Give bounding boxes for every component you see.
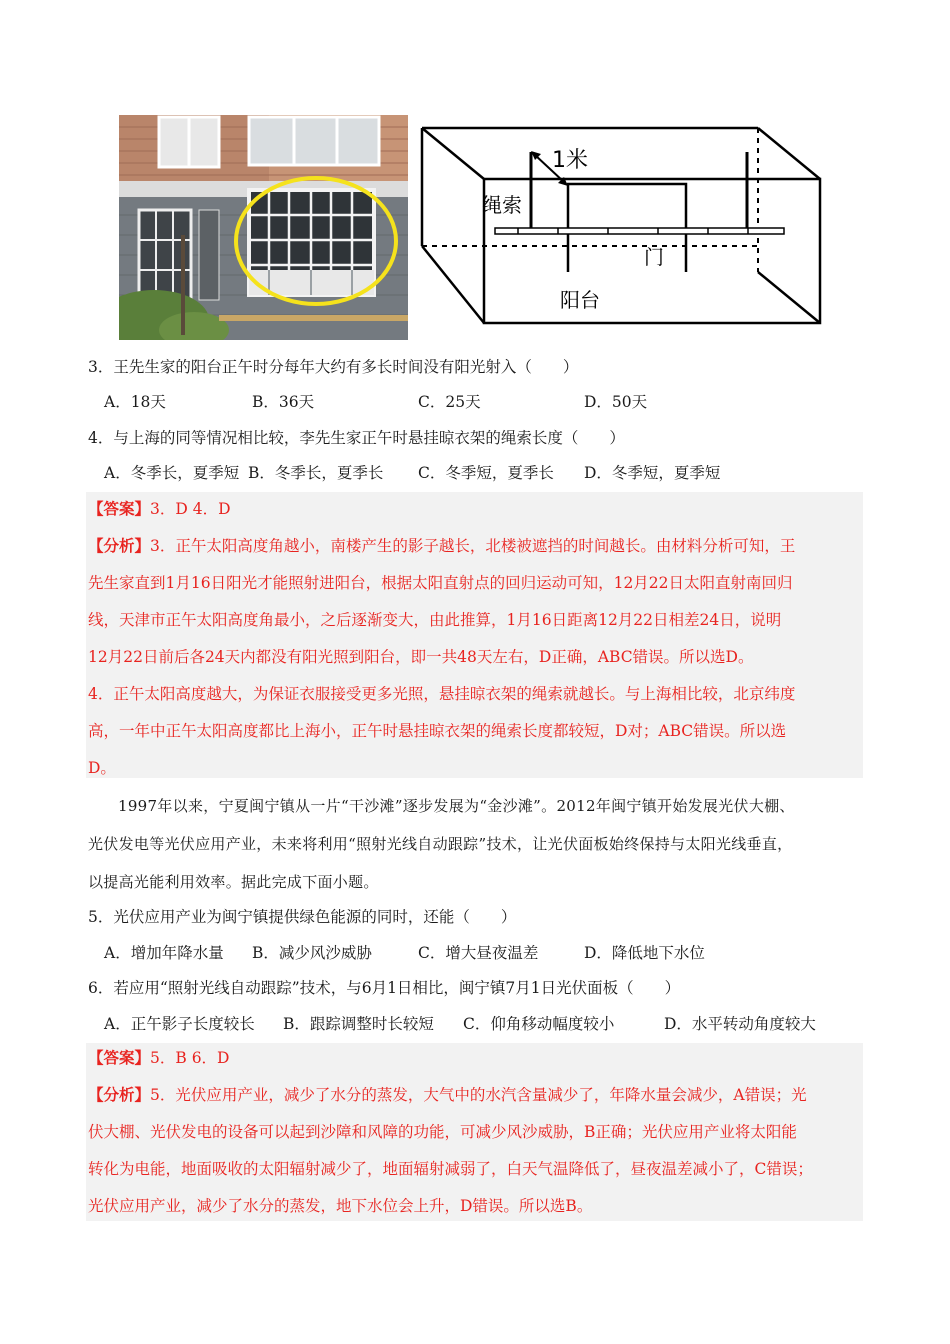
question-3-option-d[interactable]: D．50天 (584, 393, 648, 411)
question-6-option-a[interactable]: A．正午影子长度较长 (104, 1015, 255, 1033)
answer-2-line (88, 1047, 229, 1069)
analysis-1-line-5: 4．正午太阳高度越大，为保证衣服接受更多光照，悬挂晾衣架的绳索就越长。与上海相比较，北京纬度 (88, 685, 796, 703)
question-6-stem: 6．若应用“照射光线自动跟踪”技术，与6月1日相比，闽宁镇7月1日光伏面板（ ） (88, 979, 681, 997)
question-4-stem: 4．与上海的同等情况相比较，李先生家正午时悬挂晾衣架的绳索长度（ ） (88, 429, 625, 447)
question-5-option-b[interactable]: B．减少风沙威胁 (252, 944, 372, 962)
question-6-option-b[interactable]: B．跟踪调整时长较短 (283, 1015, 434, 1033)
label-balcony: 阳台 (560, 288, 600, 312)
analysis-1-line-7: D。 (88, 759, 116, 777)
question-5-option-c[interactable]: C．增大昼夜温差 (418, 944, 539, 962)
answer-1-line (88, 498, 231, 520)
analysis-1-line-1: 【分析】3．正午太阳高度角越小，南楼产生的影子越长，北楼被遮挡的时间越长。由材料分析可知，王 (88, 536, 796, 555)
passage-line-1: 1997年以来，宁夏闽宁镇从一片“干沙滩”逐步发展为“金沙滩”。2012年闽宁镇开始发展光伏大棚、 (118, 797, 795, 815)
question-4-option-c[interactable]: C．冬季短，夏季长 (418, 464, 554, 482)
analysis-1-label: 【分析】 (88, 536, 151, 555)
question-3-option-b[interactable]: B．36天 (252, 393, 315, 411)
answer-1-text: 3．D 4．D (150, 500, 231, 518)
question-4-option-b[interactable]: B．冬季长，夏季长 (248, 464, 384, 482)
analysis-1-line-2: 先生家直到1月16日阳光才能照射进阳台，根据太阳直射点的回归运动可知，12月22日太阳直射南回归 (88, 574, 793, 592)
question-4-option-a[interactable]: A．冬季长，夏季短 (104, 464, 240, 482)
answer-2-text: 5．B 6．D (150, 1049, 230, 1067)
question-5-option-d[interactable]: D．降低地下水位 (584, 944, 705, 962)
analysis-1-line-4: 12月22日前后各24天内都没有阳光照到阳台，即一共48天左右，D正确，ABC错误。所以选D。 (88, 648, 754, 666)
analysis-2-label: 【分析】 (88, 1085, 151, 1104)
passage-line-2: 光伏发电等光伏应用产业，未来将利用“照射光线自动跟踪”技术，让光伏面板始终保持与太阳光线垂直， (88, 835, 793, 853)
balcony-diagram (418, 122, 828, 327)
question-4-option-d[interactable]: D．冬季短，夏季短 (584, 464, 721, 482)
analysis-2-line-1: 【分析】5．光伏应用产业，减少了水分的蒸发，大气中的水汽含量减少了，年降水量会减少，A错误；光 (88, 1085, 807, 1104)
question-5-option-a[interactable]: A．增加年降水量 (104, 944, 224, 962)
answer-2-label: 【答案】 (88, 1048, 151, 1067)
question-6-option-c[interactable]: C．仰角移动幅度较小 (463, 1015, 615, 1033)
question-3-option-c[interactable]: C．25天 (418, 393, 481, 411)
analysis-2-line-2: 伏大棚、光伏发电的设备可以起到沙障和风障的功能，可减少风沙威胁，B正确；光伏应用产业将太阳能 (88, 1123, 797, 1141)
passage-line-3: 以提高光能利用效率。据此完成下面小题。 (88, 873, 379, 891)
label-door: 门 (644, 245, 664, 269)
building-photo (119, 115, 408, 340)
answer-1-label: 【答案】 (88, 499, 151, 518)
label-rope: 绳索 (482, 193, 522, 217)
analysis-1-line-6: 高，一年中正午太阳高度都比上海小，正午时悬挂晾衣架的绳索长度都较短，D对；ABC错误。所以选 (88, 722, 787, 740)
analysis-2-line-4: 光伏应用产业，减少了水分的蒸发，地下水位会上升，D错误。所以选B。 (88, 1197, 593, 1215)
question-6-option-d[interactable]: D．水平转动角度较大 (664, 1015, 816, 1033)
question-3-option-a[interactable]: A．18天 (104, 393, 166, 411)
label-one-meter: 1米 (552, 148, 588, 173)
analysis-2-line-3: 转化为电能，地面吸收的太阳辐射减少了，地面辐射减弱了，白天气温降低了，昼夜温差减小了，C错误； (88, 1160, 813, 1178)
question-5-stem: 5．光伏应用产业为闽宁镇提供绿色能源的同时，还能（ ） (88, 908, 517, 926)
analysis-1-line-3: 线，天津市正午太阳高度角最小，之后逐渐变大，由此推算，1月16日距离12月22日相差24日，说明 (88, 611, 782, 629)
question-3-stem: 3．王先生家的阳台正午时分每年大约有多长时间没有阳光射入（ ） (88, 358, 579, 376)
